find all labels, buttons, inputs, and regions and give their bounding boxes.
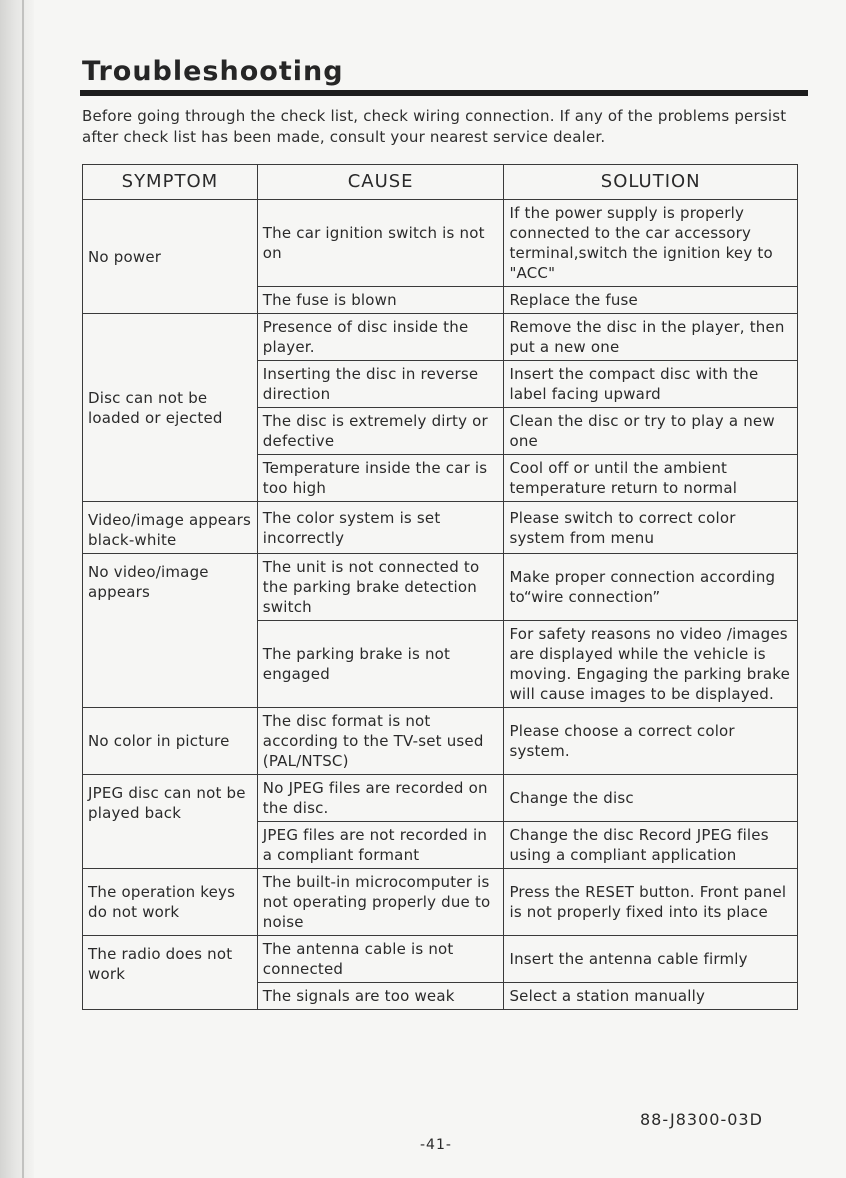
title-rule bbox=[80, 90, 808, 96]
table-row bbox=[83, 200, 798, 287]
solution-cell: Select a station manually bbox=[504, 983, 798, 1010]
table-row bbox=[83, 314, 798, 361]
header-symptom: SYMPTOM bbox=[83, 165, 258, 200]
cause-cell: The parking brake is not engaged bbox=[257, 621, 504, 708]
cause-cell: The signals are too weak bbox=[257, 983, 504, 1010]
symptom-cell: Disc can not be loaded or ejected bbox=[83, 314, 258, 502]
solution-cell: Please switch to correct color system from menu bbox=[504, 502, 798, 554]
intro-paragraph: Before going through the check list, check wiring connection. If any of the problems persist after check list has been made, consult your nearest service dealer. bbox=[82, 107, 787, 146]
symptom-cell: JPEG disc can not be played back bbox=[83, 775, 258, 869]
solution-cell: Change the disc bbox=[504, 775, 798, 822]
symptom-cell: No video/image appears bbox=[83, 554, 258, 708]
page-number: -41- bbox=[420, 1137, 452, 1153]
cause-cell: JPEG files are not recorded in a compliant formant bbox=[257, 822, 504, 869]
page-binding-edge bbox=[22, 0, 24, 1178]
symptom-cell: No power bbox=[83, 200, 258, 314]
cause-cell: The unit is not connected to the parking brake detection switch bbox=[257, 554, 504, 621]
symptom-cell: The radio does not work bbox=[83, 936, 258, 1010]
cause-cell: The fuse is blown bbox=[257, 287, 504, 314]
solution-cell: Insert the compact disc with the label facing upward bbox=[504, 361, 798, 408]
solution-cell: Cool off or until the ambient temperature return to normal bbox=[504, 455, 798, 502]
header-solution: SOLUTION bbox=[504, 165, 798, 200]
cause-cell: The built-in microcomputer is not operating properly due to noise bbox=[257, 869, 504, 936]
table-row bbox=[83, 708, 798, 775]
cause-cell: Presence of disc inside the player. bbox=[257, 314, 504, 361]
table-row bbox=[83, 869, 798, 936]
table-row bbox=[83, 502, 798, 554]
cause-cell: Temperature inside the car is too high bbox=[257, 455, 504, 502]
cause-cell: The disc format is not according to the TV-set used (PAL/NTSC) bbox=[257, 708, 504, 775]
cause-cell: The antenna cable is not connected bbox=[257, 936, 504, 983]
page-title: Troubleshooting bbox=[82, 56, 344, 87]
cause-cell: Inserting the disc in reverse direction bbox=[257, 361, 504, 408]
solution-cell: Remove the disc in the player, then put a new one bbox=[504, 314, 798, 361]
solution-cell: Please choose a correct color system. bbox=[504, 708, 798, 775]
solution-cell: Clean the disc or try to play a new one bbox=[504, 408, 798, 455]
table-row bbox=[83, 554, 798, 621]
header-cause: CAUSE bbox=[257, 165, 504, 200]
cause-cell: The color system is set incorrectly bbox=[257, 502, 504, 554]
cause-cell: The car ignition switch is not on bbox=[257, 200, 504, 287]
symptom-cell: Video/image appears black-white bbox=[83, 502, 258, 554]
symptom-cell: No color in picture bbox=[83, 708, 258, 775]
solution-cell: Make proper connection according to“wire connection” bbox=[504, 554, 798, 621]
solution-cell: For safety reasons no video /images are displayed while the vehicle is moving. Engaging the parking brake will cause images to be displayed. bbox=[504, 621, 798, 708]
solution-cell: If the power supply is properly connected to the car accessory terminal,switch the ignition key to "ACC" bbox=[504, 200, 798, 287]
cause-cell: No JPEG files are recorded on the disc. bbox=[257, 775, 504, 822]
table-header-row bbox=[83, 165, 798, 200]
solution-cell: Change the disc Record JPEG files using a compliant application bbox=[504, 822, 798, 869]
page-binding-shadow bbox=[0, 0, 34, 1178]
symptom-cell: The operation keys do not work bbox=[83, 869, 258, 936]
table-row bbox=[83, 775, 798, 822]
solution-cell: Press the RESET button. Front panel is not properly fixed into its place bbox=[504, 869, 798, 936]
table-row bbox=[83, 936, 798, 983]
solution-cell: Replace the fuse bbox=[504, 287, 798, 314]
solution-cell: Insert the antenna cable firmly bbox=[504, 936, 798, 983]
model-number: 88-J8300-03D bbox=[640, 1110, 763, 1129]
troubleshooting-table bbox=[82, 164, 798, 1010]
document-page bbox=[80, 50, 808, 1010]
cause-cell: The disc is extremely dirty or defective bbox=[257, 408, 504, 455]
